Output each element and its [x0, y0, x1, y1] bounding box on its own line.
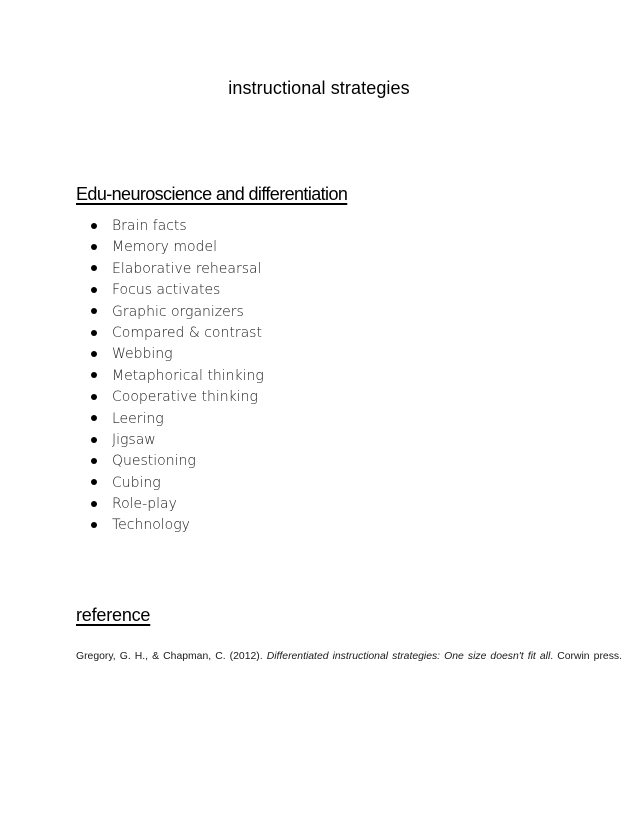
- list-item: Graphic organizers: [91, 302, 264, 323]
- citation-authors: Gregory, G. H., & Chapman, C. (2012).: [76, 651, 263, 662]
- bullet-icon: [91, 351, 97, 357]
- list-item: Leering: [91, 409, 264, 430]
- list-item: Metaphorical thinking: [91, 366, 264, 387]
- list-item: Compared & contrast: [91, 323, 264, 344]
- bullet-icon: [91, 308, 97, 314]
- list-item: Role-play: [91, 494, 264, 515]
- section-heading-edu-neuroscience: Edu-neuroscience and differentiation: [76, 184, 348, 204]
- section-heading-reference: reference: [76, 605, 151, 625]
- list-item: Elaborative rehearsal: [91, 259, 264, 280]
- bullet-icon: [91, 287, 97, 293]
- bullet-icon: [91, 522, 97, 528]
- list-item: Webbing: [91, 344, 264, 365]
- list-item: Jigsaw: [91, 430, 264, 451]
- list-item: Technology: [91, 515, 264, 536]
- citation-title: Differentiated instructional strategies: One size doesn't fit all: [266, 651, 551, 662]
- bullet-icon: [91, 244, 97, 250]
- list-item: Memory model: [91, 237, 264, 258]
- strategy-list: [91, 216, 264, 537]
- bullet-icon: [91, 265, 97, 271]
- bullet-icon: [91, 330, 97, 336]
- reference-citation: [76, 650, 622, 664]
- bullet-icon: [91, 501, 97, 507]
- page-title: instructional strategies: [228, 78, 410, 98]
- list-item: Questioning: [91, 451, 264, 472]
- bullet-icon: [91, 415, 97, 421]
- citation-publisher: . Corwin press.: [550, 651, 622, 662]
- list-item: Brain facts: [91, 216, 264, 237]
- list-item: Cooperative thinking: [91, 387, 264, 408]
- bullet-icon: [91, 458, 97, 464]
- bullet-icon: [91, 394, 97, 400]
- bullet-icon: [91, 372, 97, 378]
- list-item: Focus activates: [91, 280, 264, 301]
- bullet-icon: [91, 437, 97, 443]
- bullet-icon: [91, 223, 97, 229]
- bullet-icon: [91, 479, 97, 485]
- list-item: Cubing: [91, 473, 264, 494]
